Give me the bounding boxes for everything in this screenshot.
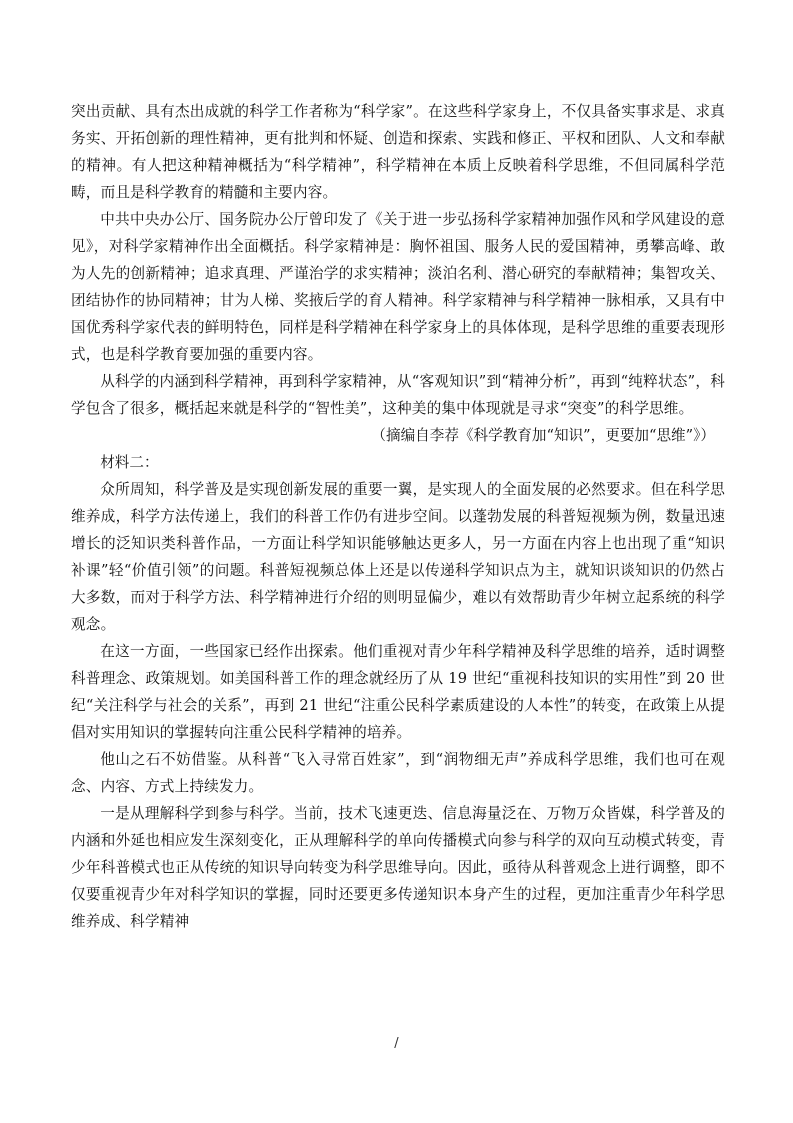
paragraph-7: 一是从理解科学到参与科学。当前，技术飞速更迭、信息海量泛在、万物万众皆媒，科学普及的内涵和外延也相应发生深刻变化，正从理解科学的单向传播模式向参与科学的双向互动模式转变，青少年科普模式也正从传统的知识导向转变为科学思维导向。因此，亟待从科普观念上进行调整，即不仅要重视青少年对科学知识的掌握，同时还要更多传递知识本身产生的过程，更加注重青少年科学思维养成、科学精神 [71,805,725,930]
paragraph-2: 中共中央办公厅、国务院办公厅曾印发了《关于进一步弘扬科学家精神加强作风和学风建设的意见》，对科学家精神作出全面概括。科学家精神是：胸怀祖国、服务人民的爱国精神，勇攀高峰、敢为人先的创新精神；追求真理、严谨治学的求实精神；淡泊名利、潜心研究的奉献精神；集智攻关、团结协作的协同精神；甘为人梯、奖掖后学的育人精神。科学家精神与科学精神一脉相承，又具有中国优秀科学家代表的鲜明特色，同样是科学精神在科学家身上的具体体现，是科学思维的重要表现形式，也是科学教育要加强的重要内容。 [71,211,725,363]
paragraph-3: 从科学的内涵到科学精神，再到科学家精神，从“客观知识”到“精神分析”，再到“纯粹状态”，科学包含了很多，概括起来就是科学的“智性美”，这种美的集中体现就是寻求“突变”的科学思维。 [71,373,725,417]
source-citation: （摘编自李荐《科学教育加“知识”，更要加“思维”》） [371,427,715,444]
page-number: / [394,1036,399,1051]
document-body [71,98,725,935]
paragraph-1: 突出贡献、具有杰出成就的科学工作者称为“科学家”。在这些科学家身上，不仅具备实事求是、求真务实、开拓创新的理性精神，更有批判和怀疑、创造和探索、实践和修正、平权和团队、人文和奉献的精神。有人把这种精神概括为“科学精神”，科学精神在本质上反映着科学思维，不但同属科学范畴，而且是科学教育的精髓和主要内容。 [71,103,725,201]
section-heading: 材料二： [100,454,159,471]
paragraph-6: 他山之石不妨借鉴。从科普“飞入寻常百姓家”，到“润物细无声”养成科学思维，我们也可在观念、内容、方式上持续发力。 [71,751,725,795]
paragraph-5: 在这一方面，一些国家已经作出探索。他们重视对青少年科学精神及科学思维的培养，适时调整科普理念、政策规划。如美国科普工作的理念就经历了从 19 世纪“重视科技知识的实用性”到 20 世纪“关注科学与社会的关系”，再到 21 世纪“注重公民科学素质建设的人本性”的转变，在政策上从提倡对实用知识的掌握转向注重公民科学精神的培养。 [71,643,725,741]
paragraph-4: 众所周知，科学普及是实现创新发展的重要一翼，是实现人的全面发展的必然要求。但在科学思维养成，科学方法传递上，我们的科普工作仍有进步空间。以蓬勃发展的科普短视频为例，数量迅速增长的泛知识类科普作品，一方面让科学知识能够触达更多人，另一方面在内容上也出现了重“知识补课”轻“价值引领”的问题。科普短视频总体上还是以传递科学知识点为主，就知识谈知识的仍然占大多数，而对于科学方法、科学精神进行介绍的则明显偏少，难以有效帮助青少年树立起系统的科学观念。 [71,481,725,633]
